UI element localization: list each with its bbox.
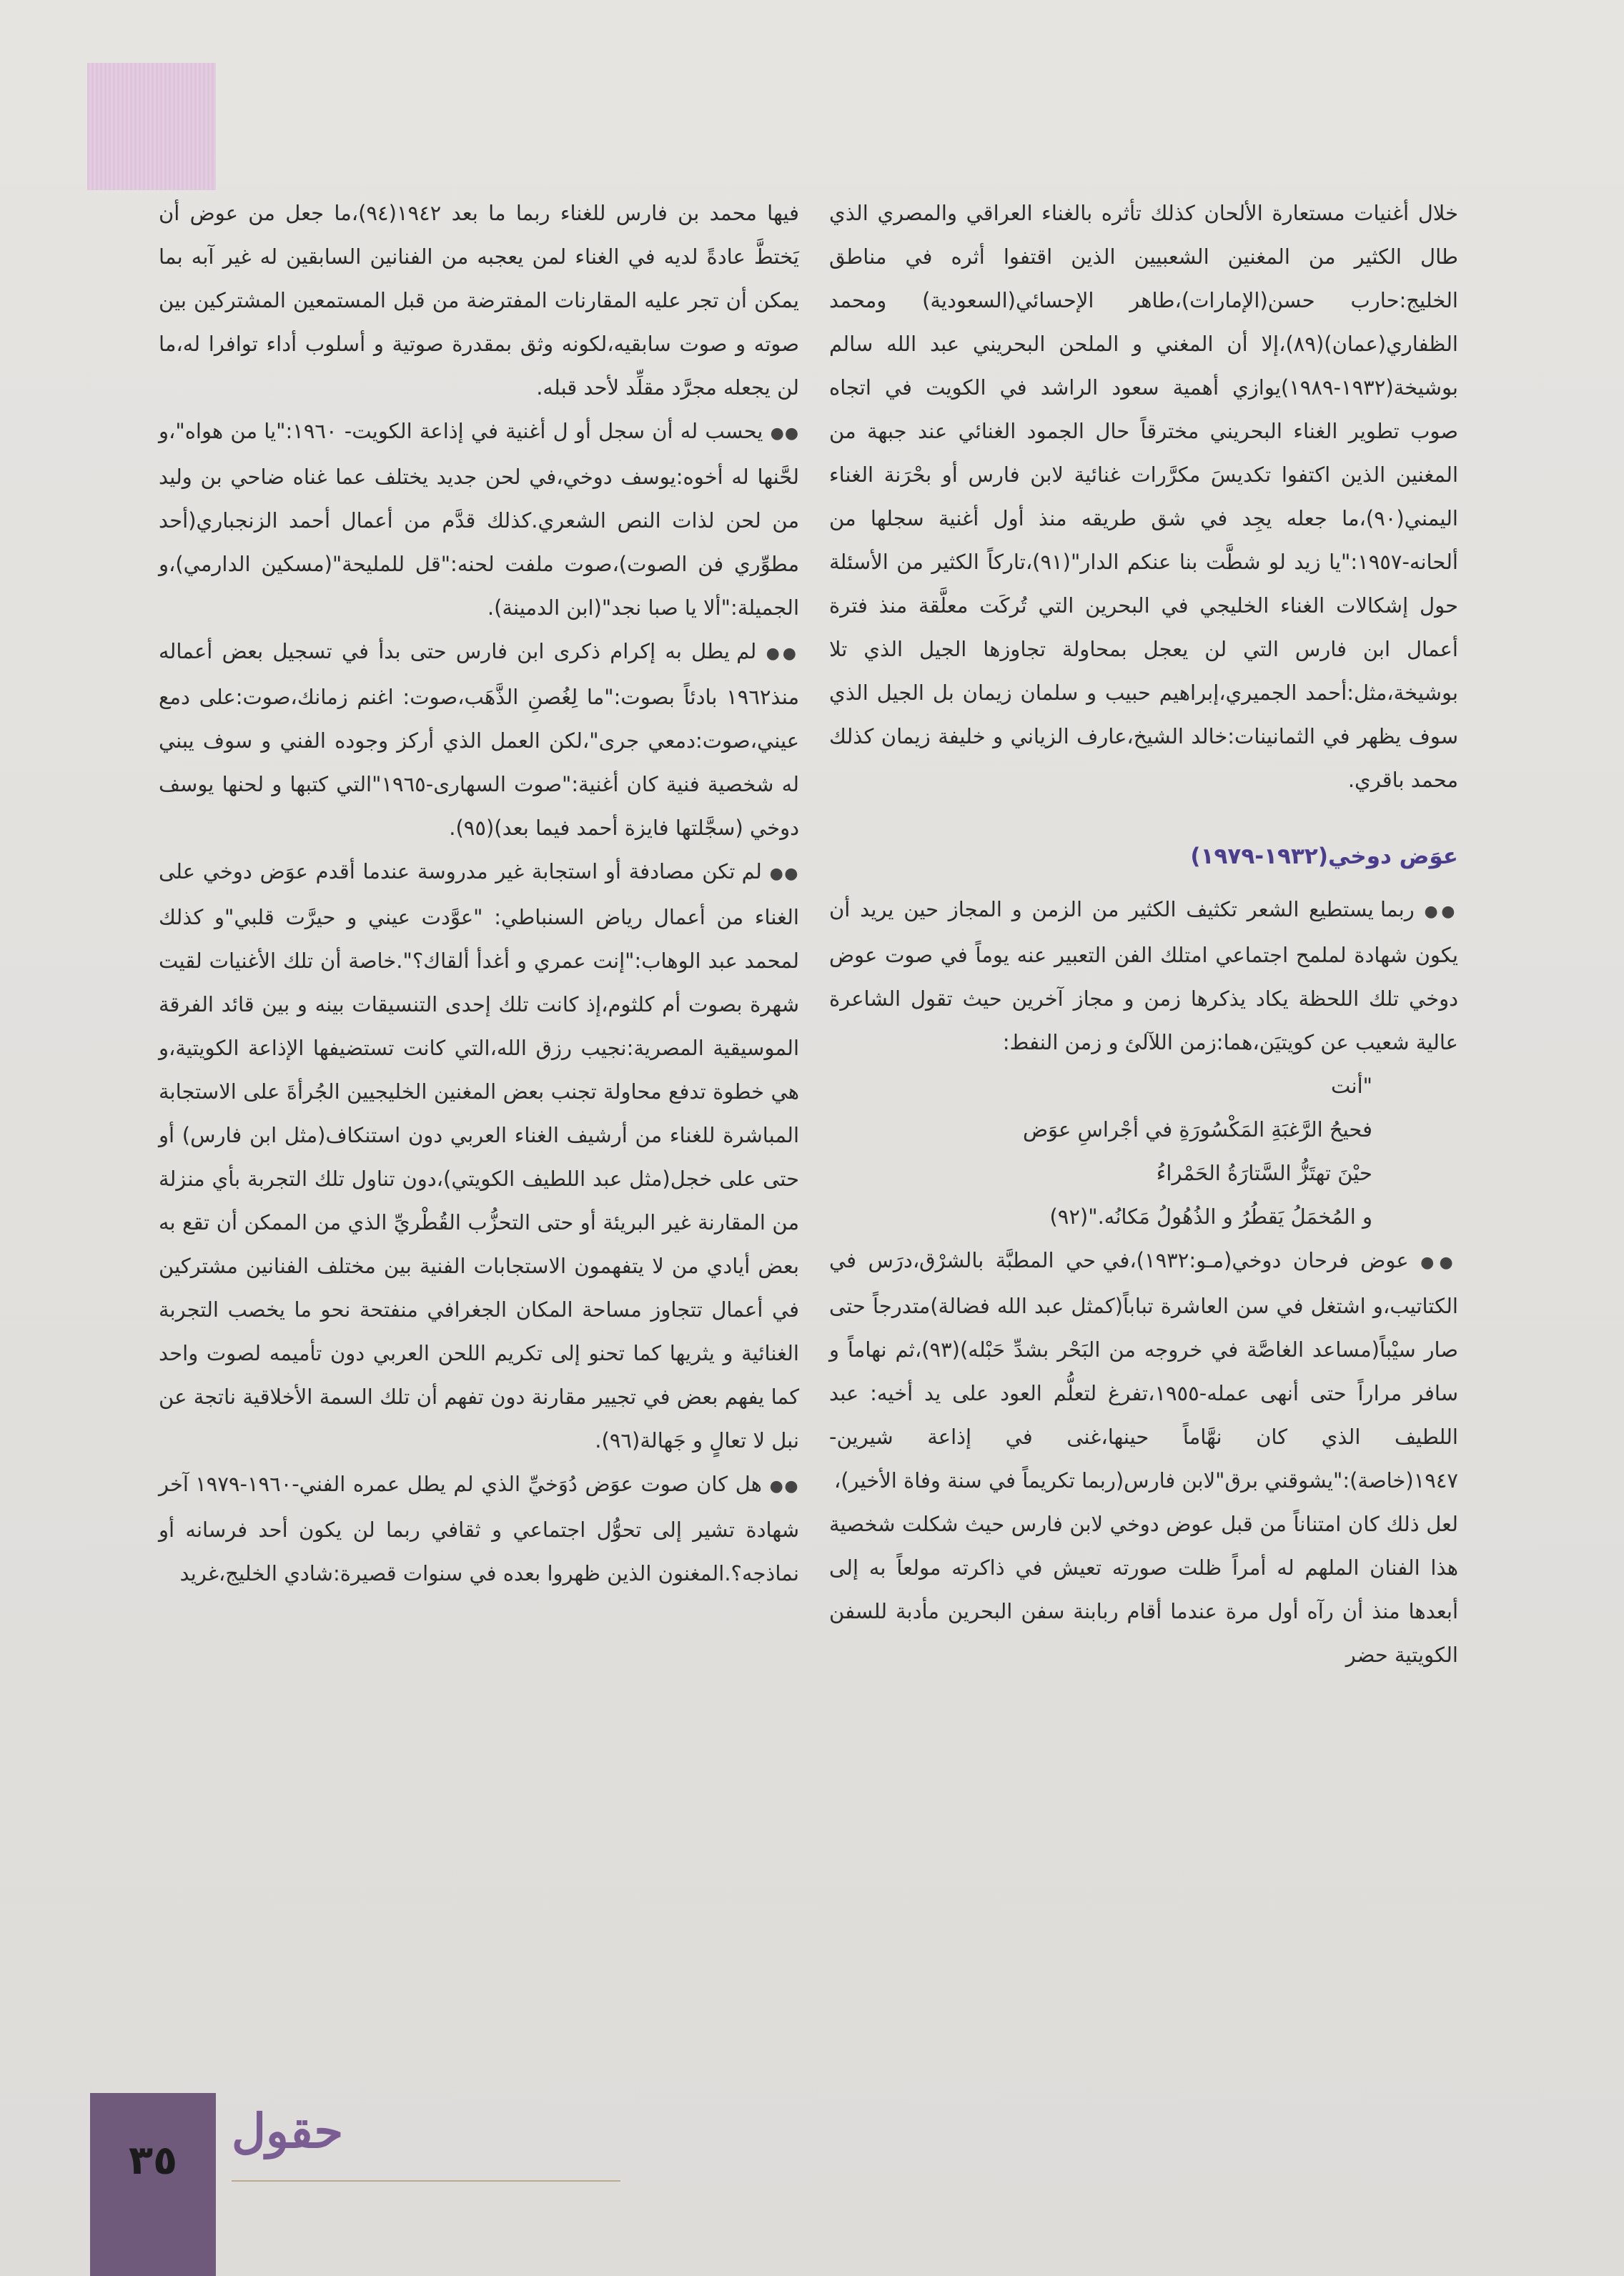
left-paragraph-2: ●● يحسب له أن سجل أو ل أغنية في إذاعة الكويت- ١٩٦٠:"يا من هواه"،و لحَّنها له أخوه:يوسف دوخي،في لحن جديد يختلف عما غناه ضاحي بن وليد من لحن لذات النص الشعري.كذلك قدَّم من أعمال أحمد الزنجباري(أحد مطوِّري فن الصوت)،صوت ملفت لحنه:"قل للمليحة"(مسكين الدارمي)،و الجميلة:"ألا يا صبا نجد"(ابن الدمينة).	[159, 419, 799, 620]
verse-line-2: فحيحُ الرَّغبَةِ المَكْسُورَةِ في أجْراسِ عوَض	[1022, 1117, 1372, 1142]
section-intro-paragraph: ●● ربما يستطيع الشعر تكثيف الكثير من الزمن و المجاز حين يريد أن يكون شهادة لملمح اجتماعي امتلك الفن التعبير عنه يوماً في صوت عوض دوخي تلك اللحظة يكاد يذكرها زمن و مجاز آخرين حيث تقول الشاعرة عالية شعيب عن كويتيَن،هما:زمن اللآلئ و زمن النفط:	[829, 897, 1458, 1054]
left-paragraph-4: ●● لم تكن مصادفة أو استجابة غير مدروسة عندما أقدم عوَض دوخي على الغناء من أعمال رياض السنباطي: "عوَّدت عيني و حيرَّت قلبي"و كذلك لمحمد عبد الوهاب:"إنت عمري و أغدأ ألقاك؟".خاصة أن تلك الأغنيات لقيت شهرة بصوت أم كلثوم،إذ كانت تلك إحدى التنسيقات بينه و بين قائد الفرقة الموسيقية المصرية:نجيب رزق الله،التي كانت تستضيفها الإذاعة الكويتية،و هي خطوة تدفع محاولة تجنب بعض المغنين الخليجيين الجُرأةَ على الاستجابة المباشرة للغناء من أرشيف الغناء العربي دون استنكاف(مثل ابن فارس) أو حتى على خجل(مثل عبد اللطيف الكويتي)،دون تناول تلك التجربة بأي منزلة من المقارنة غير البريئة أو حتى التحزُّب القُطْريِّ الذي من الممكن أن تقع به بعض أيادي من لا يتفهمون الاستجابات الفنية بين مختلف الفنانين مشتركين في أعمال تتجاوز مساحة المكان الجغرافي منفتحة نحو ما يخصب التجربة الغنائية و يثريها كما تحنو إلى تكريم اللحن العربي دون تأميمه لصوت واحد كما يفهم بعض في تجيير مقارنة دون تفهم أن تلك السمة الأخلاقية ناتجة عن نبل لا تعالٍ و جَهالة(٩٦).	[159, 859, 799, 1453]
bullet-icon: ●●	[766, 645, 799, 663]
page-number: ٣٥	[128, 2137, 178, 2184]
magazine-logo: حقول	[232, 2103, 344, 2159]
section-heading: عوَض دوخي(١٩٣٢-١٩٧٩)	[1190, 843, 1458, 869]
verse-line-1: "أنت	[1331, 1074, 1372, 1098]
bullet-icon: ●●	[769, 865, 799, 883]
bio-paragraph: ●● عوض فرحان دوخي(مـو:١٩٣٢)،في حي المطبَّة بالشرْق،درَس في الكتاتيب،و اشتغل في سن العاشرة تباباً(كمثل عبد الله فضالة)متدرجاً حتى صار سيْباً(مساعد الغاصَّة في خروجه من البَحْر بشدِّ حَبْله)(٩٣)،ثم نهاماً و سافر مراراً حتى أنهى عمله-١٩٥٥،تفرغ لتعلُّم العود على يد أخيه: عبد اللطيف الذي كان نهَّاماً حينها،غنى في إذاعة شيرين- ١٩٤٧(خاصة):"يشوقني برق"لابن فارس(ربما تكريماً في سنة وفاة الأخير)،	[829, 1248, 1459, 1493]
right-paragraph-1: خلال أغنيات مستعارة الألحان كذلك تأثره بالغناء العراقي والمصري الذي طال الكثير من المغنين الشعبيين الذين اقتفوا أثره في مناطق الخليج:حارب حسن(الإمارات)،طاهر الإحسائي(السعودية) ومحمد الظفاري(عمان)(٨٩)،إلا أن المغني و الملحن البحريني عبد الله سالم بوشيخة(١٩٣٢-١٩٨٩)يوازي أهمية سعود الراشد في الكويت في اتجاه صوب تطوير الغناء البحريني مخترقاً حال الجمود الغنائي عند جبهة من المغنين الذين اكتفوا تكديسَ مكرَّرات غنائية لابن فارس أو بحْرَنة الغناء اليمني(٩٠)،ما جعله يجِد في شق طريقه منذ أول أغنية سجلها من ألحانه-١٩٥٧:"يا زيد لو شطَّت بنا عنكم الدار"(٩١)،تاركاً الكثير من الأسئلة حول إشكالات الغناء الخليجي في البحرين التي تُركَت معلَّقة منذ فترة أعمال ابن فارس التي لن يعجل بمحاولة تجاوزها الجيل الذي تلا بوشيخة،مثل:أحمد الجميري،إبراهيم حبيب و سلمان زيمان بل الجيل الذي سوف يظهر في الثمانينات:خالد الشيخ،عارف الزياني و خليفة زيمان كذلك محمد باقري.	[829, 201, 1458, 792]
decorative-corner-block	[87, 63, 216, 190]
verse-line-4: و المُخمَلُ يَقطُرُ و الذُهُولُ مَكانُه."(٩٢)	[1049, 1204, 1372, 1229]
bullet-icon: ●●	[1420, 1254, 1458, 1272]
footer-divider	[232, 2180, 620, 2182]
closing-paragraph: لعل ذلك كان امتناناً من قبل عوض دوخي لابن فارس حيث شكلت شخصية هذا الفنان الملهم له أمراً ظلت صورته تعيش في ذاكرته مولعاً به إلى أبعدها منذ أن رآه أول مرة عندما أقام ربابنة سفن البحرين مأدبة للسفن الكويتية حضر	[829, 1512, 1458, 1667]
bullet-icon: ●●	[1424, 903, 1458, 921]
left-column	[159, 192, 799, 1595]
page-number-block	[90, 2093, 216, 2276]
bullet-icon: ●●	[769, 1478, 800, 1495]
right-column	[829, 192, 1458, 1677]
left-paragraph-5: ●● هل كان صوت عوَض دُوَخيِّ الذي لم يطل عمره الفني-١٩٦٠-١٩٧٩ آخر شهادة تشير إلى تحوُّل اجتماعي و ثقافي ربما لن يكون أحد فرسانه أو نماذجه؟.المغنون الذين ظهروا بعده في سنوات قصيرة:شادي الخليج،غريد	[159, 1472, 800, 1585]
left-paragraph-3: ●● لم يطل به إكرام ذكرى ابن فارس حتى بدأ في تسجيل بعض أعماله منذ١٩٦٢ بادئاً بصوت:"ما لِغُصنِ الذَّهَب،صوت: اغنم زمانك،صوت:على دمع عيني،صوت:دمعي جرى"،لكن العمل الذي أركز وجوده الفني و سوف يبني له شخصية فنية كان أغنية:"صوت السهارى-١٩٦٥"التي كتبها و لحنها يوسف دوخي (سجَّلتها فايزة أحمد فيما بعد)(٩٥).	[159, 639, 799, 840]
bullet-icon: ●●	[770, 425, 799, 442]
verse-line-3: حيْنَ تهتَزُّ السَّتارَةُ الحَمْراءُ	[1156, 1161, 1372, 1185]
left-paragraph-1: فيها محمد بن فارس للغناء ربما ما بعد ١٩٤٢(٩٤)،ما جعل من عوض أن يَختطَّ عادةً لديه في الغناء لمن يعجبه من الفنانين السابقين له غير آبه بما يمكن أن تجر عليه المقارنات المفترضة من قبل المستمعين المشتركين بين صوته و صوت سابقيه،لكونه وثق بمقدرة صوتية و أسلوب أداء توافرا له،ما لن يجعله مجرَّد مقلِّد لأحد قبله.	[159, 201, 799, 400]
